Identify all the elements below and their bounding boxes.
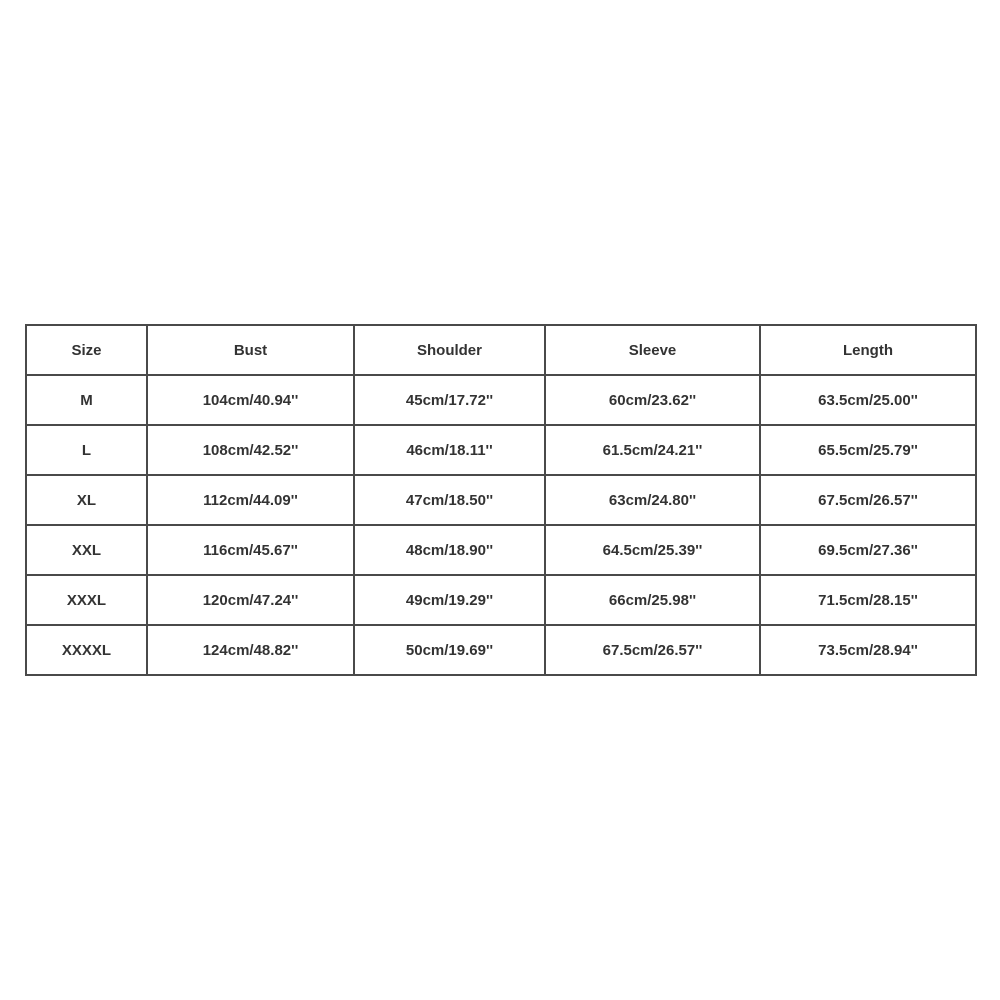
shoulder-cell: 49cm/19.29'' bbox=[354, 575, 545, 625]
header-row bbox=[26, 325, 976, 375]
table-row bbox=[26, 425, 976, 475]
shoulder-cell: 47cm/18.50'' bbox=[354, 475, 545, 525]
size-cell: XXXXL bbox=[26, 625, 147, 675]
size-chart-header bbox=[26, 325, 976, 375]
size-cell: L bbox=[26, 425, 147, 475]
size-cell: XL bbox=[26, 475, 147, 525]
bust-cell: 108cm/42.52'' bbox=[147, 425, 354, 475]
bust-cell: 116cm/45.67'' bbox=[147, 525, 354, 575]
shoulder-cell: 45cm/17.72'' bbox=[354, 375, 545, 425]
size-chart-table bbox=[25, 324, 977, 676]
header-size: Size bbox=[26, 325, 147, 375]
sleeve-cell: 67.5cm/26.57'' bbox=[545, 625, 760, 675]
length-cell: 71.5cm/28.15'' bbox=[760, 575, 976, 625]
size-cell: XXXL bbox=[26, 575, 147, 625]
header-shoulder: Shoulder bbox=[354, 325, 545, 375]
size-cell: M bbox=[26, 375, 147, 425]
table-row bbox=[26, 525, 976, 575]
bust-cell: 120cm/47.24'' bbox=[147, 575, 354, 625]
length-cell: 65.5cm/25.79'' bbox=[760, 425, 976, 475]
sleeve-cell: 64.5cm/25.39'' bbox=[545, 525, 760, 575]
sleeve-cell: 60cm/23.62'' bbox=[545, 375, 760, 425]
size-cell: XXL bbox=[26, 525, 147, 575]
table-row bbox=[26, 375, 976, 425]
sleeve-cell: 66cm/25.98'' bbox=[545, 575, 760, 625]
sleeve-cell: 61.5cm/24.21'' bbox=[545, 425, 760, 475]
header-bust: Bust bbox=[147, 325, 354, 375]
header-sleeve: Sleeve bbox=[545, 325, 760, 375]
length-cell: 73.5cm/28.94'' bbox=[760, 625, 976, 675]
table-row bbox=[26, 625, 976, 675]
bust-cell: 112cm/44.09'' bbox=[147, 475, 354, 525]
header-length: Length bbox=[760, 325, 976, 375]
shoulder-cell: 50cm/19.69'' bbox=[354, 625, 545, 675]
bust-cell: 124cm/48.82'' bbox=[147, 625, 354, 675]
size-chart-body bbox=[26, 375, 976, 675]
shoulder-cell: 46cm/18.11'' bbox=[354, 425, 545, 475]
table-row bbox=[26, 575, 976, 625]
length-cell: 67.5cm/26.57'' bbox=[760, 475, 976, 525]
length-cell: 69.5cm/27.36'' bbox=[760, 525, 976, 575]
bust-cell: 104cm/40.94'' bbox=[147, 375, 354, 425]
length-cell: 63.5cm/25.00'' bbox=[760, 375, 976, 425]
sleeve-cell: 63cm/24.80'' bbox=[545, 475, 760, 525]
shoulder-cell: 48cm/18.90'' bbox=[354, 525, 545, 575]
table-row bbox=[26, 475, 976, 525]
